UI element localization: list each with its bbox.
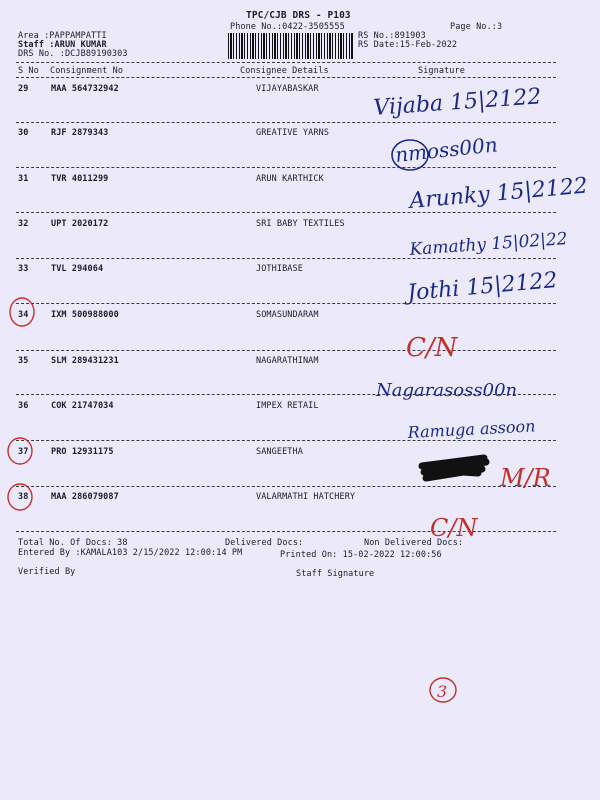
row-consignee: SOMASUNDARAM	[256, 310, 319, 320]
row-sno: 33	[18, 264, 29, 274]
drs-number: DRS No. :DCJB89190303	[18, 49, 128, 59]
rs-date: RS Date:15-Feb-2022	[358, 40, 458, 50]
row-consignee: VALARMATHI HATCHERY	[256, 492, 356, 502]
row-consignee: SANGEETHA	[256, 447, 303, 457]
staff-field: Staff :ARUN KUMAR	[18, 40, 107, 50]
row-sno: 32	[18, 219, 29, 229]
row-consignment: COK 21747034	[51, 401, 114, 411]
circle-mark-38	[8, 484, 32, 510]
mark-37: M/R	[500, 464, 551, 492]
document-title: TPC/CJB DRS - P103	[246, 10, 351, 21]
row-sno: 34	[18, 310, 29, 320]
row-sno: 30	[18, 128, 29, 138]
circle-mark-37	[8, 438, 32, 464]
signature-29: Vijaba 15|2122	[372, 84, 543, 121]
printed-on: Printed On: 15-02-2022 12:00:56	[280, 550, 442, 560]
row-consignment: MAA 286079087	[51, 492, 119, 502]
row-consignment: TVL 294064	[51, 264, 104, 274]
total-docs: Total No. Of Docs: 38	[18, 538, 128, 548]
signature-31: Arunky 15|2122	[408, 173, 589, 214]
row-consignee: ARUN KARTHICK	[256, 174, 324, 184]
row-consignment: SLM 289431231	[51, 356, 119, 366]
row-consignment: IXM 500988000	[51, 310, 119, 320]
column-consignment: Consignment No	[50, 66, 124, 76]
page-mark: 3	[437, 682, 448, 701]
column-signature: Signature	[418, 66, 465, 76]
circle-mark-34	[10, 298, 34, 326]
signature-30: nmoss00n	[394, 132, 499, 167]
row-consignee: SRI BABY TEXTILES	[256, 219, 345, 229]
row-consignment: RJF 2879343	[51, 128, 109, 138]
entered-by: Entered By :KAMALA103 2/15/2022 12:00:14 PM	[18, 548, 243, 558]
non-delivered-docs: Non Delivered Docs:	[364, 538, 464, 548]
row-consignee: IMPEX RETAIL	[256, 401, 319, 411]
row-consignee: VIJAYABASKAR	[256, 84, 319, 94]
row-consignment: TVR 4011299	[51, 174, 109, 184]
row-sno: 31	[18, 174, 29, 184]
redaction-scribble	[422, 458, 486, 478]
rs-number: RS No.:891903	[358, 31, 426, 41]
delivered-docs: Delivered Docs:	[225, 538, 304, 548]
column-sno: S No	[18, 66, 39, 76]
row-consignee: JOTHIBASE	[256, 264, 303, 274]
row-consignee: GREATIVE YARNS	[256, 128, 330, 138]
page-number: Page No.:3	[450, 22, 503, 32]
mark-38: C/N	[430, 514, 478, 542]
signature-35: Nagarasoss00n	[376, 380, 518, 401]
phone-number: Phone No.:0422-3505555	[230, 22, 345, 32]
signature-36: Ramuga assoon	[407, 416, 536, 442]
row-sno: 37	[18, 447, 29, 457]
row-sno: 35	[18, 356, 29, 366]
signature-33: Jothi 15|2122	[406, 267, 559, 306]
row-consignment: UPT 2020172	[51, 219, 109, 229]
verified-by: Verified By	[18, 567, 76, 577]
signature-32: Kamathy 15|02|22	[408, 228, 569, 260]
row-sno: 29	[18, 84, 29, 94]
row-consignment: PRO 12931175	[51, 447, 114, 457]
mark-34: C/N	[406, 333, 458, 363]
area-field: Area :PAPPAMPATTI	[18, 31, 107, 41]
column-consignee: Consignee Details	[240, 66, 329, 76]
row-consignment: MAA 564732942	[51, 84, 119, 94]
staff-signature-label: Staff Signature	[296, 569, 375, 579]
row-sno: 36	[18, 401, 29, 411]
row-consignee: NAGARATHINAM	[256, 356, 319, 366]
row-sno: 38	[18, 492, 29, 502]
